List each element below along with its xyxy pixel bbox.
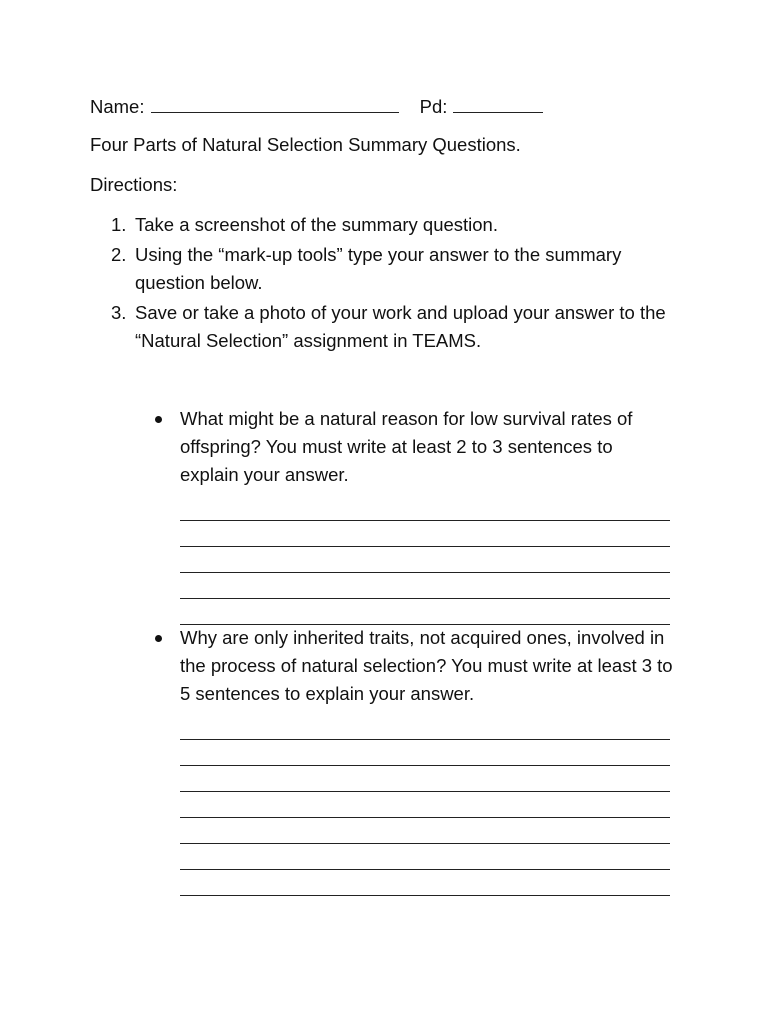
bullet-icon xyxy=(155,635,162,642)
list-item xyxy=(90,211,690,240)
item-number: 3. xyxy=(111,301,127,323)
answer-line[interactable] xyxy=(180,870,670,896)
pd-label: Pd: xyxy=(419,96,448,117)
question-text: Why are only inherited traits, not acquired ones, involved in the process of natural selection? You must write at least 3 to 5 sentences to explain your answer. xyxy=(180,627,673,704)
answer-line[interactable] xyxy=(180,521,670,547)
header-line xyxy=(90,94,543,120)
list-item xyxy=(90,241,690,298)
item-text: Save or take a photo of your work and upload your answer to the “Natural Selection” assignment in TEAMS. xyxy=(135,301,666,351)
page-title: Four Parts of Natural Selection Summary Questions. xyxy=(90,134,521,155)
bullet-icon xyxy=(155,416,162,423)
item-number: 2. xyxy=(111,243,127,265)
answer-line[interactable] xyxy=(180,818,670,844)
name-label: Name: xyxy=(90,96,145,117)
answer-line[interactable] xyxy=(180,599,670,625)
answer-line[interactable] xyxy=(180,844,670,870)
answer-line[interactable] xyxy=(180,573,670,599)
question-text: What might be a natural reason for low survival rates of offspring? You must write at least 2 to 3 sentences to explain your answer. xyxy=(180,408,633,485)
list-item xyxy=(90,299,690,356)
pd-blank[interactable] xyxy=(453,94,543,113)
answer-line[interactable] xyxy=(180,547,670,573)
question-1 xyxy=(155,405,675,625)
answer-line[interactable] xyxy=(180,740,670,766)
item-number: 1. xyxy=(111,214,127,235)
item-text: Take a screenshot of the summary question. xyxy=(135,214,498,235)
answer-line[interactable] xyxy=(180,495,670,521)
directions-list xyxy=(90,211,690,357)
answer-line[interactable] xyxy=(180,766,670,792)
answer-line[interactable] xyxy=(180,714,670,740)
answer-line[interactable] xyxy=(180,792,670,818)
item-text: Using the “mark-up tools” type your answer to the summary question below. xyxy=(135,243,622,293)
answer-lines xyxy=(180,714,675,896)
name-blank[interactable] xyxy=(151,94,399,113)
answer-lines xyxy=(180,495,675,625)
question-2 xyxy=(155,624,675,896)
directions-label: Directions: xyxy=(90,174,178,195)
